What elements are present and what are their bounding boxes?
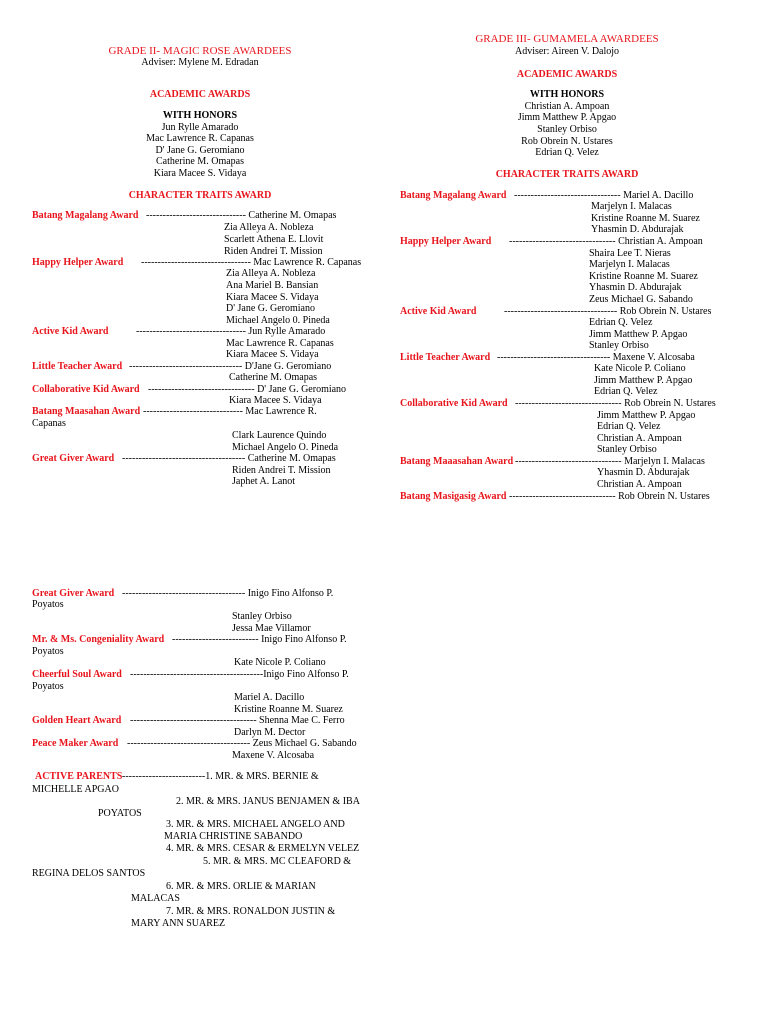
grade3-award-label: Batang Maaasahan Award bbox=[400, 456, 514, 467]
grade2-award-first: ------------------------------ Mac Lawrence R. bbox=[143, 406, 317, 417]
parents-line: MICHELLE APGAO bbox=[32, 784, 119, 795]
grade2-award-name: Michael Angelo 0. Pineda bbox=[226, 315, 330, 326]
grade2-honors-heading: WITH HONORS bbox=[162, 110, 238, 121]
grade2-honor-2: Mac Lawrence R. Capanas bbox=[146, 133, 254, 144]
grade2-award-name: Riden Andrei T. Mission bbox=[232, 465, 331, 476]
grade2-award-label: Batang Maasahan Award bbox=[32, 406, 141, 417]
parents-line: 6. MR. & MRS. ORLIE & MARIAN bbox=[166, 881, 316, 892]
grade2-award-label: Little Teacher Award bbox=[32, 361, 123, 372]
grade3-award-name: Christian A. Ampoan bbox=[597, 479, 682, 490]
lower-award-first: -------------------------- Inigo Fino Alfonso P. bbox=[172, 634, 347, 645]
lower-award-name: Stanley Orbiso bbox=[232, 611, 292, 622]
grade2-character-heading: CHARACTER TRAITS AWARD bbox=[128, 190, 272, 201]
grade3-award-name: Kristine Roanne M. Suarez bbox=[591, 213, 700, 224]
grade3-honors-heading: WITH HONORS bbox=[529, 89, 605, 100]
grade3-award-name: Edrian Q. Velez bbox=[597, 421, 661, 432]
grade3-award-first: -------------------------------- Rob Obrein N. Ustares bbox=[509, 491, 710, 502]
grade2-award-name: Scarlett Athena E. Llovit bbox=[224, 234, 324, 245]
lower-award-name: Kate Nicole P. Coliano bbox=[234, 657, 326, 668]
grade3-award-first: -------------------------------- Marjelyn I. Malacas bbox=[515, 456, 705, 467]
grade3-adviser: Adviser: Aireen V. Dalojo bbox=[514, 46, 620, 57]
grade3-award-name: Shaira Lee T. Nieras bbox=[589, 248, 671, 259]
grade2-honor-4: Catherine M. Omapas bbox=[155, 156, 245, 167]
parents-line: MARY ANN SUAREZ bbox=[131, 918, 226, 929]
grade2-award-first: --------------------------------- Mac Lawrence R. Capanas bbox=[141, 257, 362, 268]
grade3-academic-heading: ACADEMIC AWARDS bbox=[516, 69, 618, 80]
grade2-award-first: --------------------------------- Jun Rylle Amarado bbox=[136, 326, 326, 337]
lower-award-first: ------------------------------------- Inigo Fino Alfonso P. bbox=[122, 588, 334, 599]
grade3-award-label: Batang Masigasig Award bbox=[400, 491, 507, 502]
grade3-title: GRADE III- GUMAMELA AWARDEES bbox=[475, 33, 659, 45]
parents-line: 7. MR. & MRS. RONALDON JUSTIN & bbox=[166, 906, 336, 917]
grade3-award-first: -------------------------------- Mariel A. Dacillo bbox=[514, 190, 694, 201]
active-parents-label: ACTIVE PARENTS bbox=[35, 771, 123, 782]
grade3-award-label: Collaborative Kid Award bbox=[400, 398, 508, 409]
parents-line: REGINA DELOS SANTOS bbox=[32, 868, 146, 879]
grade2-award-name: Michael Angelo O. Pineda bbox=[232, 442, 339, 453]
grade3-honor-2: Jimm Matthew P. Apgao bbox=[517, 112, 617, 123]
grade2-award-name: Clark Laurence Quindo bbox=[232, 430, 327, 441]
grade2-honor-1: Jun Rylle Amarado bbox=[161, 122, 239, 133]
lower-award-label: Peace Maker Award bbox=[32, 738, 119, 749]
parents-line: MARIA CHRISTINE SABANDO bbox=[164, 831, 303, 842]
grade3-award-name: Kristine Roanne M. Suarez bbox=[589, 271, 698, 282]
parents-line: -------------------------1. MR. & MRS. BERNIE & bbox=[122, 771, 319, 782]
grade2-award-name: Zia Alleya A. Nobleza bbox=[226, 268, 316, 279]
grade2-award-label: Batang Magalang Award bbox=[32, 210, 139, 221]
grade3-honor-5: Edrian Q. Velez bbox=[535, 147, 599, 158]
grade3-award-name: Zeus Michael G. Sabando bbox=[589, 294, 693, 305]
parents-line: 5. MR. & MRS. MC CLEAFORD & bbox=[203, 856, 352, 867]
grade3-honor-4: Rob Obrein N. Ustares bbox=[521, 136, 613, 147]
grade3-award-name: Marjelyn I. Malacas bbox=[589, 259, 670, 270]
parents-line: 3. MR. & MRS. MICHAEL ANGELO AND bbox=[166, 819, 345, 830]
lower-award-first: -------------------------------------- Shenna Mae C. Ferro bbox=[130, 715, 345, 726]
lower-award-first: ----------------------------------------Inigo Fino Alfonso P. bbox=[130, 669, 349, 680]
grade3-award-name: Jimm Matthew P. Apgao bbox=[589, 329, 688, 340]
grade2-award-name: Catherine M. Omapas bbox=[229, 372, 318, 383]
grade2-award-first: -------------------------------- D' Jane G. Geromiano bbox=[148, 384, 347, 395]
lower-award-name: Maxene V. Alcosaba bbox=[232, 750, 315, 761]
grade3-award-name: Christian A. Ampoan bbox=[597, 433, 682, 444]
grade3-award-name: Yhasmin D. Abdurajak bbox=[589, 282, 682, 293]
lower-award-label: Golden Heart Award bbox=[32, 715, 122, 726]
lower-award-name: Kristine Roanne M. Suarez bbox=[234, 704, 343, 715]
grade3-award-label: Active Kid Award bbox=[400, 306, 477, 317]
lower-award-wrap: Poyatos bbox=[32, 681, 64, 692]
grade3-award-first: ---------------------------------- Rob Obrein N. Ustares bbox=[504, 306, 712, 317]
parents-line: MALACAS bbox=[131, 893, 180, 904]
lower-award-label: Mr. & Ms. Congeniality Award bbox=[32, 634, 165, 645]
grade3-award-first: ---------------------------------- Maxene V. Alcosaba bbox=[497, 352, 695, 363]
grade2-award-name: Zia Alleya A. Nobleza bbox=[224, 222, 314, 233]
grade3-award-first: -------------------------------- Rob Obrein N. Ustares bbox=[515, 398, 716, 409]
grade3-award-name: Yhasmin D. Abdurajak bbox=[597, 467, 690, 478]
lower-award-first: ------------------------------------- Zeus Michael G. Sabando bbox=[127, 738, 357, 749]
grade2-award-first: ---------------------------------- D'Jane G. Geromiano bbox=[129, 361, 332, 372]
grade2-academic-heading: ACADEMIC AWARDS bbox=[149, 89, 251, 100]
grade3-award-name: Jimm Matthew P. Apgao bbox=[597, 410, 696, 421]
grade3-award-name: Yhasmin D. Abdurajak bbox=[591, 224, 684, 235]
grade3-character-heading: CHARACTER TRAITS AWARD bbox=[495, 169, 639, 180]
lower-award-name: Jessa Mae Villamor bbox=[232, 623, 311, 634]
grade2-award-name: Mac Lawrence R. Capanas bbox=[226, 338, 334, 349]
grade2-award-name: D' Jane G. Geromiano bbox=[226, 303, 315, 314]
grade2-award-wrap: Capanas bbox=[32, 418, 66, 429]
grade2-honor-3: D' Jane G. Geromiano bbox=[155, 145, 245, 156]
grade3-award-name: Stanley Orbiso bbox=[597, 444, 657, 455]
grade2-award-name: Ana Mariel B. Bansian bbox=[226, 280, 319, 291]
grade2-award-first: ------------------------------ Catherine M. Omapas bbox=[146, 210, 337, 221]
grade2-title: GRADE II- MAGIC ROSE AWARDEES bbox=[108, 45, 292, 57]
parents-line: 4. MR. & MRS. CESAR & ERMELYN VELEZ bbox=[166, 843, 360, 854]
grade3-award-name: Stanley Orbiso bbox=[589, 340, 649, 351]
grade2-award-name: Kiara Macee S. Vidaya bbox=[226, 292, 319, 303]
grade2-award-label: Collaborative Kid Award bbox=[32, 384, 140, 395]
grade3-award-name: Edrian Q. Velez bbox=[589, 317, 653, 328]
grade2-award-label: Great Giver Award bbox=[32, 453, 115, 464]
grade2-award-first: ------------------------------------- Catherine M. Omapas bbox=[122, 453, 336, 464]
grade2-adviser: Adviser: Mylene M. Edradan bbox=[141, 57, 259, 68]
grade3-award-name: Jimm Matthew P. Apgao bbox=[594, 375, 693, 386]
grade3-award-name: Edrian Q. Velez bbox=[594, 386, 658, 397]
grade3-award-label: Happy Helper Award bbox=[400, 236, 492, 247]
grade2-award-name: Kiara Macee S. Vidaya bbox=[229, 395, 322, 406]
grade3-award-label: Batang Magalang Award bbox=[400, 190, 507, 201]
grade3-honor-3: Stanley Orbiso bbox=[537, 124, 597, 135]
grade2-award-name: Japhet A. Lanot bbox=[232, 476, 296, 487]
grade2-honor-5: Kiara Macee S. Vidaya bbox=[153, 168, 247, 179]
grade2-award-label: Happy Helper Award bbox=[32, 257, 124, 268]
lower-award-label: Great Giver Award bbox=[32, 588, 115, 599]
lower-award-label: Cheerful Soul Award bbox=[32, 669, 122, 680]
grade2-award-label: Active Kid Award bbox=[32, 326, 109, 337]
grade3-award-label: Little Teacher Award bbox=[400, 352, 491, 363]
parents-line: 2. MR. & MRS. JANUS BENJAMEN & IBA bbox=[176, 796, 360, 807]
parents-line: POYATOS bbox=[98, 808, 142, 819]
grade2-award-name: Kiara Macee S. Vidaya bbox=[226, 349, 319, 360]
lower-award-wrap: Poyatos bbox=[32, 646, 64, 657]
lower-award-name: Darlyn M. Dector bbox=[234, 727, 306, 738]
grade3-award-name: Marjelyn I. Malacas bbox=[591, 201, 672, 212]
grade2-award-name: Riden Andrei T. Mission bbox=[224, 246, 323, 257]
lower-award-wrap: Poyatos bbox=[32, 599, 64, 610]
grade3-award-name: Kate Nicole P. Coliano bbox=[594, 363, 686, 374]
grade3-honor-1: Christian A. Ampoan bbox=[524, 101, 610, 112]
grade3-award-first: -------------------------------- Christian A. Ampoan bbox=[509, 236, 703, 247]
lower-award-name: Mariel A. Dacillo bbox=[234, 692, 305, 703]
